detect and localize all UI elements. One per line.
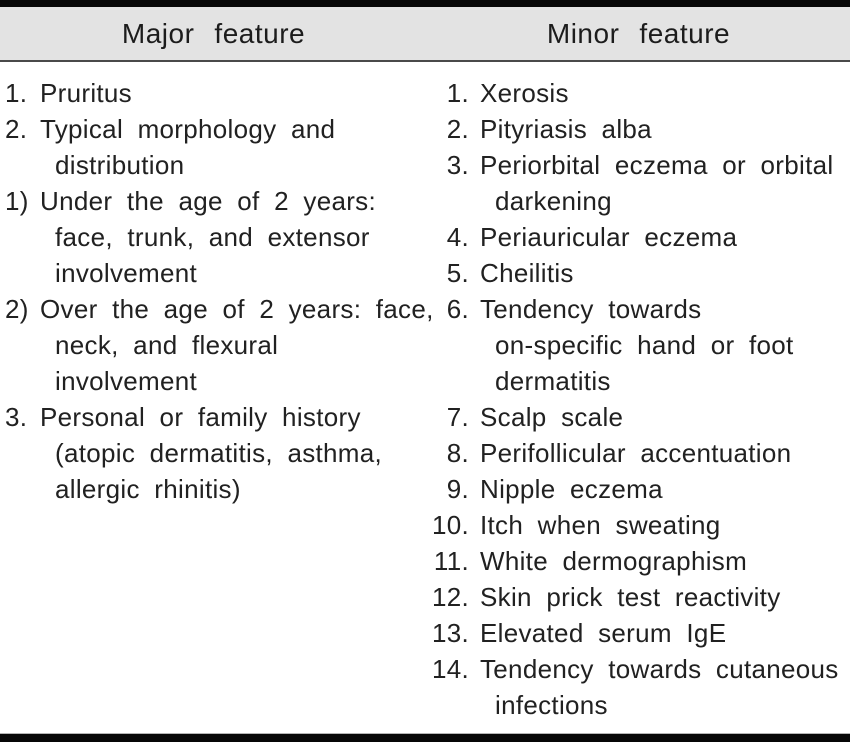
feature-line [427,399,850,435]
item-number: 5. [446,258,469,288]
item-number: 3. [446,150,469,180]
feature-line [0,291,434,327]
feature-line [0,183,427,219]
feature-line [0,471,427,507]
item-text: Elevated serum IgE [480,618,727,648]
feature-line [427,327,850,363]
major-feature-column [0,75,434,723]
item-text: neck, and flexural [55,330,279,360]
item-number [0,327,36,363]
feature-line [427,579,850,615]
item-number: 10. [431,510,469,540]
item-number [427,687,469,723]
item-text: Scalp scale [480,402,624,432]
item-text: Periauricular eczema [480,222,738,252]
item-text: Typical morphology and [40,114,336,144]
item-text: Personal or family history [40,402,361,432]
item-number [0,255,36,291]
item-number: 9. [446,474,469,504]
feature-line [0,363,427,399]
item-number: 13. [431,618,469,648]
item-text: Over the age of 2 years: face, [40,294,434,324]
item-number [427,363,469,399]
feature-line [0,399,427,435]
item-number: 2. [5,114,28,144]
item-text: distribution [55,150,185,180]
column-header-minor-feature: Minor feature [546,17,731,49]
feature-line [427,219,850,255]
item-text: involvement [55,366,198,396]
item-text: White dermographism [480,546,748,576]
item-number: 6. [446,294,469,324]
item-number [0,147,36,183]
item-text: Pityriasis alba [480,114,652,144]
feature-line [427,435,850,471]
minor-feature-column [427,75,850,723]
feature-line [427,147,850,183]
feature-line [427,363,850,399]
feature-line [0,255,427,291]
item-number [0,219,36,255]
feature-line [427,615,850,651]
table-header-row [0,7,850,62]
feature-line [0,147,427,183]
column-header-major-feature: Major feature [121,17,306,49]
item-number [427,327,469,363]
feature-line [0,219,427,255]
item-text: darkening [495,186,612,216]
feature-line [0,327,427,363]
feature-line [0,75,427,111]
item-number [0,363,36,399]
item-text: Xerosis [480,78,569,108]
item-text: involvement [55,258,198,288]
feature-line [427,507,850,543]
feature-line [427,111,850,147]
item-number: 7. [446,402,469,432]
item-number: 1) [5,186,29,216]
feature-line [427,183,850,219]
feature-line [427,255,850,291]
item-number [427,183,469,219]
item-number: 4. [446,222,469,252]
table-top-rule [0,0,850,7]
item-text: allergic rhinitis) [55,474,241,504]
feature-line [0,435,427,471]
item-text: Cheilitis [480,258,574,288]
feature-line [427,75,850,111]
item-text: Skin prick test reactivity [480,582,781,612]
item-number [0,435,36,471]
table-bottom-rule [0,733,850,742]
item-text: infections [495,690,608,720]
item-text: Under the age of 2 years: [40,186,377,216]
feature-line [427,543,850,579]
item-number: 2. [446,114,469,144]
item-text: face, trunk, and extensor [55,222,370,252]
item-text: Pruritus [40,78,132,108]
item-number: 11. [433,546,469,576]
feature-line [427,471,850,507]
item-text: Tendency towards [480,294,702,324]
feature-line [0,111,427,147]
feature-line [427,651,850,687]
item-text: dermatitis [495,366,611,396]
item-text: Periorbital eczema or orbital [480,150,834,180]
item-text: Perifollicular accentuation [480,438,792,468]
item-text: Tendency towards cutaneous [480,654,839,684]
item-number: 3. [5,402,28,432]
item-number: 1. [5,78,28,108]
item-number: 1. [446,78,469,108]
item-number: 2) [5,294,29,324]
feature-line [427,291,850,327]
item-number: 14. [431,654,469,684]
item-text: Itch when sweating [480,510,721,540]
feature-line [427,687,850,723]
item-number [0,471,36,507]
item-text: on-specific hand or foot [495,330,794,360]
item-text: (atopic dermatitis, asthma, [55,438,383,468]
item-number: 12. [431,582,469,612]
table-body [0,62,850,723]
item-text: Nipple eczema [480,474,663,504]
item-number: 8. [446,438,469,468]
